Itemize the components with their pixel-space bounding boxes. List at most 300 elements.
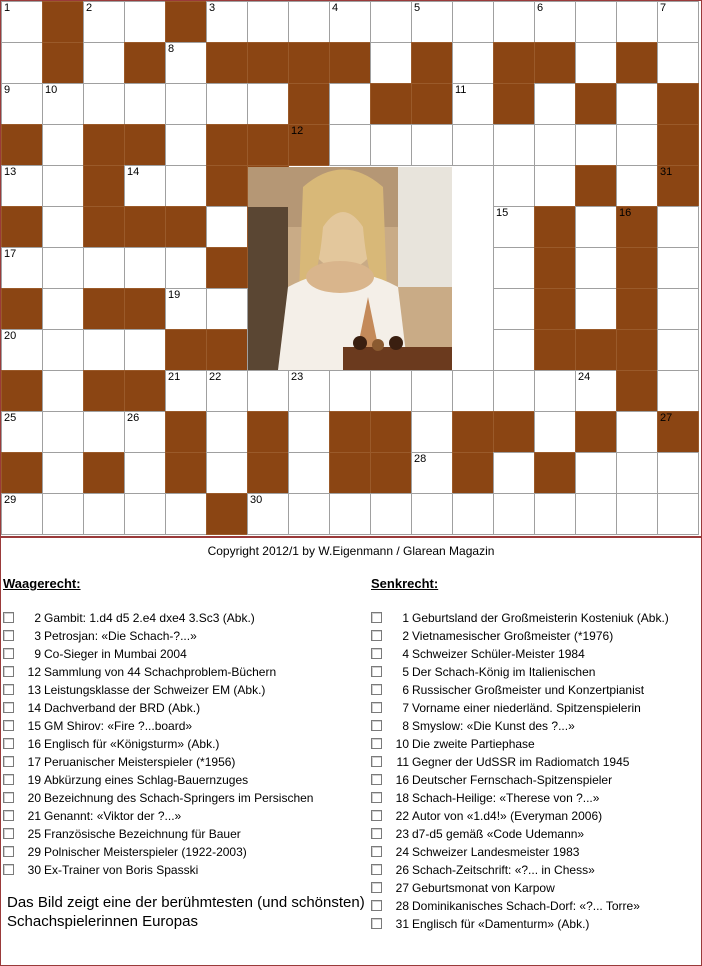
grid-bottom-border <box>0 536 702 538</box>
letter-cell[interactable] <box>124 1 166 43</box>
cell-number: 29 <box>4 494 17 506</box>
letter-cell[interactable] <box>247 1 289 43</box>
clue-number: 24 <box>395 845 409 859</box>
clue-number: 10 <box>395 737 409 751</box>
clue-text: Gegner der UdSSR im Radiomatch 1945 <box>412 755 630 769</box>
clue-checkbox[interactable] <box>3 774 14 785</box>
clue-number: 15 <box>27 719 41 733</box>
clue-checkbox[interactable] <box>3 738 14 749</box>
clue-checkbox[interactable] <box>3 792 14 803</box>
clue-text: Peruanischer Meisterspieler (*1956) <box>44 755 236 769</box>
letter-cell[interactable] <box>657 452 699 494</box>
down-heading: Senkrecht: <box>371 576 439 591</box>
letter-cell[interactable] <box>42 83 84 125</box>
clue-text: Genannt: «Viktor der ?...» <box>44 809 182 823</box>
clue-text: Französische Bezeichnung für Bauer <box>44 827 241 841</box>
letter-cell[interactable] <box>411 493 453 535</box>
letter-cell[interactable] <box>575 42 617 84</box>
cell-number: 31 <box>660 166 673 178</box>
letter-cell[interactable] <box>288 1 330 43</box>
block-cell <box>83 165 125 207</box>
block-cell <box>206 247 248 289</box>
clue-number: 16 <box>395 773 409 787</box>
letter-cell[interactable] <box>165 124 207 166</box>
letter-cell[interactable] <box>165 370 207 412</box>
letter-cell[interactable] <box>206 452 248 494</box>
block-cell <box>534 206 576 248</box>
letter-cell[interactable] <box>370 42 412 84</box>
letter-cell[interactable] <box>493 452 535 494</box>
letter-cell[interactable] <box>329 83 371 125</box>
block-cell <box>493 411 535 453</box>
letter-cell[interactable] <box>83 247 125 289</box>
cell-number: 24 <box>578 371 591 383</box>
chess-player-photo <box>248 167 452 370</box>
letter-cell[interactable] <box>124 411 166 453</box>
block-cell <box>1 206 43 248</box>
clue-number: 20 <box>27 791 41 805</box>
block-cell <box>534 329 576 371</box>
block-cell <box>452 411 494 453</box>
block-cell <box>124 370 166 412</box>
letter-cell[interactable] <box>575 247 617 289</box>
letter-cell[interactable] <box>42 247 84 289</box>
clue-number: 9 <box>34 647 41 661</box>
clue-checkbox[interactable] <box>3 612 14 623</box>
letter-cell[interactable] <box>124 165 166 207</box>
clue-checkbox[interactable] <box>3 810 14 821</box>
clue-text: Abkürzung eines Schlag-Bauernzuges <box>44 773 249 787</box>
clue-text: Schweizer Schüler-Meister 1984 <box>412 647 585 661</box>
clue-text: Autor von «1.d4!» (Everyman 2006) <box>412 809 603 823</box>
cell-number: 7 <box>660 2 667 14</box>
cell-number: 10 <box>45 84 58 96</box>
letter-cell[interactable] <box>575 1 617 43</box>
letter-cell[interactable] <box>657 288 699 330</box>
clue-text: Geburtsmonat von Karpow <box>412 881 555 895</box>
block-cell <box>165 411 207 453</box>
clue-checkbox[interactable] <box>371 666 382 677</box>
letter-cell[interactable] <box>124 452 166 494</box>
letter-cell[interactable] <box>83 329 125 371</box>
block-cell <box>534 452 576 494</box>
cell-number: 30 <box>250 494 263 506</box>
letter-cell[interactable] <box>493 206 535 248</box>
clue-checkbox[interactable] <box>371 702 382 713</box>
clue-number: 27 <box>395 881 409 895</box>
letter-cell[interactable] <box>165 42 207 84</box>
letter-cell[interactable] <box>83 411 125 453</box>
block-cell <box>288 124 330 166</box>
letter-cell[interactable] <box>42 493 84 535</box>
clue-number: 22 <box>395 809 409 823</box>
block-cell <box>165 1 207 43</box>
letter-cell[interactable] <box>493 329 535 371</box>
block-cell <box>1 288 43 330</box>
cell-number: 3 <box>209 2 216 14</box>
cell-number: 11 <box>455 84 467 96</box>
clue-text: Dominikanisches Schach-Dorf: «?... Torre» <box>412 899 640 913</box>
letter-cell[interactable] <box>657 329 699 371</box>
letter-cell[interactable] <box>206 288 248 330</box>
block-cell <box>493 83 535 125</box>
letter-cell[interactable] <box>657 206 699 248</box>
letter-cell[interactable] <box>1 329 43 371</box>
block-cell <box>370 452 412 494</box>
letter-cell[interactable] <box>534 493 576 535</box>
clue-number: 4 <box>402 647 409 661</box>
clue-number: 31 <box>395 917 409 931</box>
letter-cell[interactable] <box>657 247 699 289</box>
letter-cell[interactable] <box>411 411 453 453</box>
block-cell <box>411 42 453 84</box>
block-cell <box>575 329 617 371</box>
letter-cell[interactable] <box>247 83 289 125</box>
cell-number: 14 <box>127 166 140 178</box>
letter-cell[interactable] <box>247 370 289 412</box>
clue-text: Geburtsland der Großmeisterin Kosteniuk (Abk.) <box>412 611 669 625</box>
letter-cell[interactable] <box>206 370 248 412</box>
block-cell <box>616 370 658 412</box>
clue-text: Leistungsklasse der Schweizer EM (Abk.) <box>44 683 266 697</box>
letter-cell[interactable] <box>1 411 43 453</box>
letter-cell[interactable] <box>206 83 248 125</box>
letter-cell[interactable] <box>657 370 699 412</box>
block-cell <box>575 83 617 125</box>
clue-checkbox[interactable] <box>3 648 14 659</box>
clue-checkbox[interactable] <box>371 738 382 749</box>
clue-checkbox[interactable] <box>371 774 382 785</box>
block-cell <box>616 247 658 289</box>
letter-cell[interactable] <box>288 493 330 535</box>
letter-cell[interactable] <box>206 1 248 43</box>
letter-cell[interactable] <box>206 411 248 453</box>
letter-cell[interactable] <box>575 370 617 412</box>
block-cell <box>288 83 330 125</box>
clue-text: Schweizer Landesmeister 1983 <box>412 845 580 859</box>
clue-text: Co-Sieger in Mumbai 2004 <box>44 647 187 661</box>
letter-cell[interactable] <box>124 329 166 371</box>
block-cell <box>83 370 125 412</box>
clue-checkbox[interactable] <box>3 756 14 767</box>
letter-cell[interactable] <box>1 1 43 43</box>
block-cell <box>42 42 84 84</box>
letter-cell[interactable] <box>370 1 412 43</box>
letter-cell[interactable] <box>83 83 125 125</box>
letter-cell[interactable] <box>534 83 576 125</box>
letter-cell[interactable] <box>165 165 207 207</box>
block-cell <box>329 452 371 494</box>
letter-cell[interactable] <box>329 493 371 535</box>
block-cell <box>616 42 658 84</box>
block-cell <box>370 411 412 453</box>
letter-cell[interactable] <box>288 411 330 453</box>
letter-cell[interactable] <box>616 83 658 125</box>
letter-cell[interactable] <box>1 247 43 289</box>
clue-checkbox[interactable] <box>371 684 382 695</box>
letter-cell[interactable] <box>83 1 125 43</box>
clue-number: 6 <box>402 683 409 697</box>
block-cell <box>124 42 166 84</box>
clue-checkbox[interactable] <box>3 846 14 857</box>
letter-cell[interactable] <box>370 370 412 412</box>
cell-number: 5 <box>414 2 421 14</box>
letter-cell[interactable] <box>124 493 166 535</box>
clue-number: 25 <box>27 827 41 841</box>
letter-cell[interactable] <box>329 1 371 43</box>
block-cell <box>165 452 207 494</box>
clue-text: Deutscher Fernschach-Spitzenspieler <box>412 773 613 787</box>
clue-number: 30 <box>27 863 41 877</box>
clue-number: 12 <box>27 665 41 679</box>
block-cell <box>124 124 166 166</box>
block-cell <box>247 42 289 84</box>
block-cell <box>206 42 248 84</box>
clue-checkbox[interactable] <box>3 828 14 839</box>
letter-cell[interactable] <box>452 493 494 535</box>
letter-cell[interactable] <box>493 493 535 535</box>
letter-cell[interactable] <box>452 42 494 84</box>
letter-cell[interactable] <box>42 288 84 330</box>
block-cell <box>616 206 658 248</box>
cell-number: 28 <box>414 453 427 465</box>
letter-cell[interactable] <box>452 83 494 125</box>
letter-cell[interactable] <box>1 165 43 207</box>
block-cell <box>206 493 248 535</box>
block-cell <box>206 329 248 371</box>
clue-checkbox[interactable] <box>3 702 14 713</box>
letter-cell[interactable] <box>534 165 576 207</box>
clue-number: 17 <box>27 755 41 769</box>
clue-checkbox[interactable] <box>371 612 382 623</box>
clue-number: 7 <box>402 701 409 715</box>
clue-text: Ex-Trainer von Boris Spasski <box>44 863 199 877</box>
letter-cell[interactable] <box>370 493 412 535</box>
letter-cell[interactable] <box>165 83 207 125</box>
clue-text: Russischer Großmeister und Konzertpianist <box>412 683 645 697</box>
clue-checkbox[interactable] <box>3 684 14 695</box>
cell-number: 8 <box>168 43 175 55</box>
letter-cell[interactable] <box>616 493 658 535</box>
clue-text: Petrosjan: «Die Schach-?...» <box>44 629 197 643</box>
block-cell <box>83 124 125 166</box>
block-cell <box>247 124 289 166</box>
block-cell <box>206 165 248 207</box>
block-cell <box>616 329 658 371</box>
letter-cell[interactable] <box>493 247 535 289</box>
letter-cell[interactable] <box>657 493 699 535</box>
letter-cell[interactable] <box>411 370 453 412</box>
letter-cell[interactable] <box>206 206 248 248</box>
clue-checkbox[interactable] <box>3 666 14 677</box>
block-cell <box>657 165 699 207</box>
clue-checkbox[interactable] <box>371 864 382 875</box>
letter-cell[interactable] <box>42 452 84 494</box>
cell-number: 15 <box>496 207 509 219</box>
clue-checkbox[interactable] <box>371 846 382 857</box>
clue-text: GM Shirov: «Fire ?...board» <box>44 719 193 733</box>
block-cell <box>534 247 576 289</box>
block-cell <box>411 83 453 125</box>
clue-number: 29 <box>27 845 41 859</box>
cell-number: 16 <box>619 207 632 219</box>
copyright-text: Copyright 2012/1 by W.Eigenmann / Glarean Magazin <box>207 544 495 558</box>
clue-checkbox[interactable] <box>371 792 382 803</box>
letter-cell[interactable] <box>575 493 617 535</box>
cell-number: 2 <box>86 2 93 14</box>
clue-checkbox[interactable] <box>371 810 382 821</box>
block-cell <box>206 124 248 166</box>
clue-number: 8 <box>402 719 409 733</box>
clue-number: 11 <box>396 755 409 769</box>
block-cell <box>124 206 166 248</box>
block-cell <box>370 83 412 125</box>
letter-cell[interactable] <box>288 370 330 412</box>
clue-checkbox[interactable] <box>371 828 382 839</box>
cell-number: 9 <box>4 84 11 96</box>
block-cell <box>42 1 84 43</box>
clue-checkbox[interactable] <box>371 720 382 731</box>
block-cell <box>657 411 699 453</box>
letter-cell[interactable] <box>124 247 166 289</box>
letter-cell[interactable] <box>1 493 43 535</box>
letter-cell[interactable] <box>493 370 535 412</box>
letter-cell[interactable] <box>124 83 166 125</box>
block-cell <box>83 452 125 494</box>
clue-number: 21 <box>27 809 41 823</box>
block-cell <box>493 42 535 84</box>
letter-cell[interactable] <box>493 165 535 207</box>
letter-cell[interactable] <box>616 1 658 43</box>
block-cell <box>83 206 125 248</box>
clue-checkbox[interactable] <box>371 756 382 767</box>
letter-cell[interactable] <box>42 370 84 412</box>
letter-cell[interactable] <box>42 206 84 248</box>
letter-cell[interactable] <box>370 124 412 166</box>
clue-number: 23 <box>395 827 409 841</box>
letter-cell[interactable] <box>493 288 535 330</box>
clue-text: Bezeichnung des Schach-Springers im Persischen <box>44 791 314 805</box>
clue-text: Vietnamesischer Großmeister (*1976) <box>412 629 614 643</box>
block-cell <box>329 411 371 453</box>
letter-cell[interactable] <box>657 1 699 43</box>
clue-text: Dachverband der BRD (Abk.) <box>44 701 201 715</box>
letter-cell[interactable] <box>575 206 617 248</box>
letter-cell[interactable] <box>288 452 330 494</box>
block-cell <box>1 452 43 494</box>
clue-number: 19 <box>27 773 41 787</box>
cell-number: 12 <box>291 125 304 137</box>
clue-checkbox[interactable] <box>371 882 382 893</box>
letter-cell[interactable] <box>493 1 535 43</box>
cell-number: 26 <box>127 412 140 424</box>
clue-text: Englisch für «Damenturm» (Abk.) <box>412 917 590 931</box>
block-cell <box>575 165 617 207</box>
letter-cell[interactable] <box>493 124 535 166</box>
clue-number: 2 <box>34 611 41 625</box>
letter-cell[interactable] <box>534 1 576 43</box>
letter-cell[interactable] <box>247 493 289 535</box>
block-cell <box>1 124 43 166</box>
photo-image <box>248 167 452 370</box>
letter-cell[interactable] <box>1 83 43 125</box>
photo-caption: Das Bild zeigt eine der berühmtesten (und schönsten) Schachspielerinnen Europas <box>7 894 365 930</box>
letter-cell[interactable] <box>616 124 658 166</box>
letter-cell[interactable] <box>42 329 84 371</box>
letter-cell[interactable] <box>534 124 576 166</box>
letter-cell[interactable] <box>411 1 453 43</box>
cell-number: 13 <box>4 166 17 178</box>
block-cell <box>534 42 576 84</box>
letter-cell[interactable] <box>1 42 43 84</box>
block-cell <box>165 206 207 248</box>
clue-number: 16 <box>27 737 41 751</box>
letter-cell[interactable] <box>534 370 576 412</box>
clue-checkbox[interactable] <box>371 648 382 659</box>
letter-cell[interactable] <box>411 124 453 166</box>
letter-cell[interactable] <box>452 1 494 43</box>
clue-number: 26 <box>395 863 409 877</box>
letter-cell[interactable] <box>165 493 207 535</box>
block-cell <box>329 42 371 84</box>
letter-cell[interactable] <box>616 452 658 494</box>
letter-cell[interactable] <box>575 124 617 166</box>
letter-cell[interactable] <box>165 247 207 289</box>
across-heading: Waagerecht: <box>3 576 81 591</box>
clue-number: 3 <box>34 629 41 643</box>
letter-cell[interactable] <box>83 493 125 535</box>
letter-cell[interactable] <box>329 370 371 412</box>
letter-cell[interactable] <box>165 288 207 330</box>
block-cell <box>124 288 166 330</box>
cell-number: 27 <box>660 412 673 424</box>
letter-cell[interactable] <box>42 124 84 166</box>
letter-cell[interactable] <box>42 411 84 453</box>
letter-cell[interactable] <box>83 42 125 84</box>
clue-text: d7-d5 gemäß «Code Udemann» <box>412 827 585 841</box>
clue-text: Der Schach-König im Italienischen <box>412 665 596 679</box>
clue-text: Die zweite Partiephase <box>412 737 535 751</box>
clue-checkbox[interactable] <box>371 630 382 641</box>
letter-cell[interactable] <box>329 124 371 166</box>
letter-cell[interactable] <box>575 288 617 330</box>
letter-cell[interactable] <box>575 452 617 494</box>
letter-cell[interactable] <box>42 165 84 207</box>
clue-checkbox[interactable] <box>3 720 14 731</box>
letter-cell[interactable] <box>616 411 658 453</box>
letter-cell[interactable] <box>452 124 494 166</box>
letter-cell[interactable] <box>534 411 576 453</box>
clue-checkbox[interactable] <box>3 864 14 875</box>
letter-cell[interactable] <box>616 165 658 207</box>
clue-text: Vorname einer niederländ. Spitzenspielerin <box>412 701 641 715</box>
letter-cell[interactable] <box>411 452 453 494</box>
clue-number: 13 <box>27 683 41 697</box>
block-cell <box>575 411 617 453</box>
cell-number: 22 <box>209 371 222 383</box>
cell-number: 19 <box>168 289 181 301</box>
clue-text: Sammlung von 44 Schachproblem-Büchern <box>44 665 277 679</box>
clue-checkbox[interactable] <box>3 630 14 641</box>
letter-cell[interactable] <box>452 370 494 412</box>
block-cell <box>657 83 699 125</box>
cell-number: 4 <box>332 2 339 14</box>
clue-number: 5 <box>402 665 409 679</box>
block-cell <box>1 370 43 412</box>
cell-number: 6 <box>537 2 544 14</box>
letter-cell[interactable] <box>657 42 699 84</box>
block-cell <box>452 452 494 494</box>
